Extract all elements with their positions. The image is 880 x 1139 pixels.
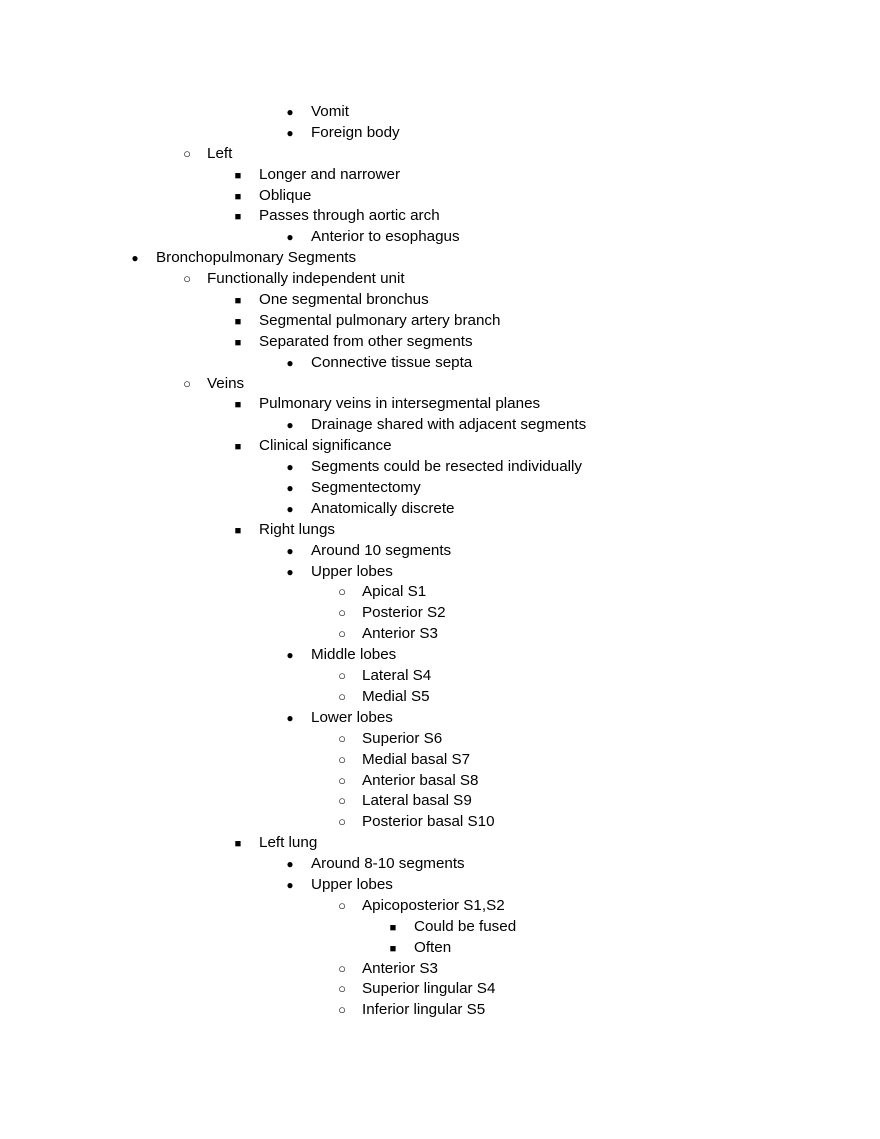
outline-item bbox=[0, 687, 880, 708]
outline-item bbox=[0, 353, 880, 374]
circle-bullet-icon bbox=[177, 374, 197, 395]
outline-item-text: Around 8-10 segments bbox=[311, 855, 465, 873]
outline-item-text: Posterior basal S10 bbox=[362, 813, 495, 831]
outline-item-text: Left lung bbox=[259, 834, 318, 852]
circle-bullet-icon bbox=[332, 896, 352, 917]
outline-item-text: Superior lingular S4 bbox=[362, 980, 496, 998]
outline-item-text: Vomit bbox=[311, 103, 349, 120]
outline-item-text: Medial S5 bbox=[362, 687, 430, 705]
outline-item-text: Upper lobes bbox=[311, 875, 393, 893]
disc-bullet-icon bbox=[280, 708, 300, 729]
outline-item bbox=[0, 771, 880, 792]
circle-bullet-icon bbox=[332, 603, 352, 624]
outline-item-text: Apical S1 bbox=[362, 583, 427, 601]
outline-item bbox=[0, 436, 880, 457]
outline-item bbox=[0, 457, 880, 478]
disc-bullet-icon bbox=[280, 562, 300, 583]
outline-item-text: Oblique bbox=[259, 186, 312, 204]
outline-item-text: Anterior S3 bbox=[362, 959, 438, 977]
outline-item bbox=[0, 186, 880, 207]
circle-bullet-icon bbox=[332, 750, 352, 771]
outline-item-text: Around 10 segments bbox=[311, 541, 452, 559]
circle-bullet-icon bbox=[332, 624, 352, 645]
outline-item-text: Foreign body bbox=[311, 123, 400, 141]
outline-item-text: Often bbox=[414, 938, 452, 956]
outline-item-text: Inferior lingular S5 bbox=[362, 1001, 486, 1019]
outline-item bbox=[0, 854, 880, 875]
outline-item-text: Apicoposterior S1,S2 bbox=[362, 896, 505, 914]
circle-bullet-icon bbox=[332, 791, 352, 812]
square-bullet-icon bbox=[228, 165, 248, 187]
outline-item-text: Lower lobes bbox=[311, 708, 393, 726]
outline-item bbox=[0, 624, 880, 645]
outline-item bbox=[0, 917, 880, 938]
outline-item-text: Upper lobes bbox=[311, 562, 393, 580]
outline-item-text: Connective tissue septa bbox=[311, 353, 473, 371]
outline-item bbox=[0, 269, 880, 290]
square-bullet-icon bbox=[228, 186, 248, 208]
disc-bullet-icon bbox=[280, 457, 300, 478]
outline-item bbox=[0, 311, 880, 332]
disc-bullet-icon bbox=[280, 854, 300, 875]
outline-item-text: Pulmonary veins in intersegmental planes bbox=[259, 395, 541, 413]
outline-item-text: Lateral basal S9 bbox=[362, 792, 472, 810]
disc-bullet-icon bbox=[280, 499, 300, 520]
square-bullet-icon bbox=[228, 332, 248, 354]
outline-item-text: Anatomically discrete bbox=[311, 499, 455, 517]
outline-item-text: Medial basal S7 bbox=[362, 750, 471, 768]
outline-item-text: Segments could be resected individually bbox=[311, 458, 583, 476]
outline-item bbox=[0, 979, 880, 1000]
square-bullet-icon bbox=[228, 436, 248, 458]
square-bullet-icon bbox=[383, 938, 403, 960]
disc-bullet-icon bbox=[280, 123, 300, 144]
outline-item-text: Superior S6 bbox=[362, 729, 443, 747]
outline-item bbox=[0, 875, 880, 896]
disc-bullet-icon bbox=[280, 541, 300, 562]
outline-item bbox=[0, 791, 880, 812]
circle-bullet-icon bbox=[177, 269, 197, 290]
outline-item bbox=[0, 165, 880, 186]
document-outline bbox=[0, 102, 880, 1021]
outline-item-text: Anterior to esophagus bbox=[311, 228, 460, 246]
disc-bullet-icon bbox=[280, 478, 300, 499]
outline-item bbox=[0, 394, 880, 415]
outline-item bbox=[0, 374, 880, 395]
outline-item-text: Bronchopulmonary Segments bbox=[156, 249, 357, 267]
square-bullet-icon bbox=[228, 206, 248, 228]
outline-item bbox=[0, 833, 880, 854]
outline-item-text: Right lungs bbox=[259, 520, 335, 538]
square-bullet-icon bbox=[228, 311, 248, 333]
square-bullet-icon bbox=[228, 833, 248, 855]
outline-item bbox=[0, 708, 880, 729]
outline-item-text: Anterior basal S8 bbox=[362, 771, 479, 789]
circle-bullet-icon bbox=[332, 771, 352, 792]
outline-item bbox=[0, 499, 880, 520]
circle-bullet-icon bbox=[332, 812, 352, 833]
outline-item-text: Left bbox=[207, 144, 233, 162]
outline-item bbox=[0, 729, 880, 750]
circle-bullet-icon bbox=[332, 959, 352, 980]
outline-item bbox=[0, 478, 880, 499]
outline-item-text: Lateral S4 bbox=[362, 667, 432, 685]
square-bullet-icon bbox=[228, 394, 248, 416]
outline-item bbox=[0, 562, 880, 583]
outline-item bbox=[0, 603, 880, 624]
outline-item bbox=[0, 206, 880, 227]
disc-bullet-icon bbox=[280, 102, 300, 123]
outline-item-text: Anterior S3 bbox=[362, 625, 438, 643]
outline-item-text: Clinical significance bbox=[259, 437, 392, 455]
outline-item-text: Functionally independent unit bbox=[207, 270, 405, 288]
circle-bullet-icon bbox=[332, 729, 352, 750]
square-bullet-icon bbox=[383, 917, 403, 939]
outline-item-text: Veins bbox=[207, 374, 245, 392]
outline-item bbox=[0, 812, 880, 833]
outline-item bbox=[0, 332, 880, 353]
circle-bullet-icon bbox=[332, 582, 352, 603]
outline-item bbox=[0, 102, 880, 123]
outline-item bbox=[0, 248, 880, 269]
circle-bullet-icon bbox=[332, 666, 352, 687]
outline-item-text: Could be fused bbox=[414, 917, 517, 935]
outline-item-text: Separated from other segments bbox=[259, 332, 473, 350]
outline-item bbox=[0, 123, 880, 144]
outline-item bbox=[0, 144, 880, 165]
disc-bullet-icon bbox=[280, 227, 300, 248]
outline-item bbox=[0, 227, 880, 248]
square-bullet-icon bbox=[228, 520, 248, 542]
circle-bullet-icon bbox=[177, 144, 197, 165]
outline-item bbox=[0, 896, 880, 917]
circle-bullet-icon bbox=[332, 979, 352, 1000]
circle-bullet-icon bbox=[332, 687, 352, 708]
square-bullet-icon bbox=[228, 290, 248, 312]
outline-item-text: Longer and narrower bbox=[259, 165, 400, 183]
outline-item bbox=[0, 582, 880, 603]
outline-item bbox=[0, 750, 880, 771]
disc-bullet-icon bbox=[125, 248, 145, 269]
outline-item-text: Middle lobes bbox=[311, 646, 397, 664]
outline-item bbox=[0, 959, 880, 980]
disc-bullet-icon bbox=[280, 415, 300, 436]
outline-item bbox=[0, 541, 880, 562]
outline-item-text: Segmental pulmonary artery branch bbox=[259, 311, 501, 329]
disc-bullet-icon bbox=[280, 645, 300, 666]
outline-item bbox=[0, 645, 880, 666]
outline-item-text: One segmental bronchus bbox=[259, 291, 429, 309]
disc-bullet-icon bbox=[280, 875, 300, 896]
outline-item bbox=[0, 1000, 880, 1021]
outline-item bbox=[0, 290, 880, 311]
circle-bullet-icon bbox=[332, 1000, 352, 1021]
outline-item bbox=[0, 415, 880, 436]
outline-item bbox=[0, 520, 880, 541]
outline-item bbox=[0, 938, 880, 959]
outline-item-text: Passes through aortic arch bbox=[259, 207, 440, 225]
outline-item-text: Posterior S2 bbox=[362, 604, 446, 622]
outline-item bbox=[0, 666, 880, 687]
outline-item-text: Segmentectomy bbox=[311, 479, 421, 497]
outline-item-text: Drainage shared with adjacent segments bbox=[311, 416, 587, 434]
disc-bullet-icon bbox=[280, 353, 300, 374]
